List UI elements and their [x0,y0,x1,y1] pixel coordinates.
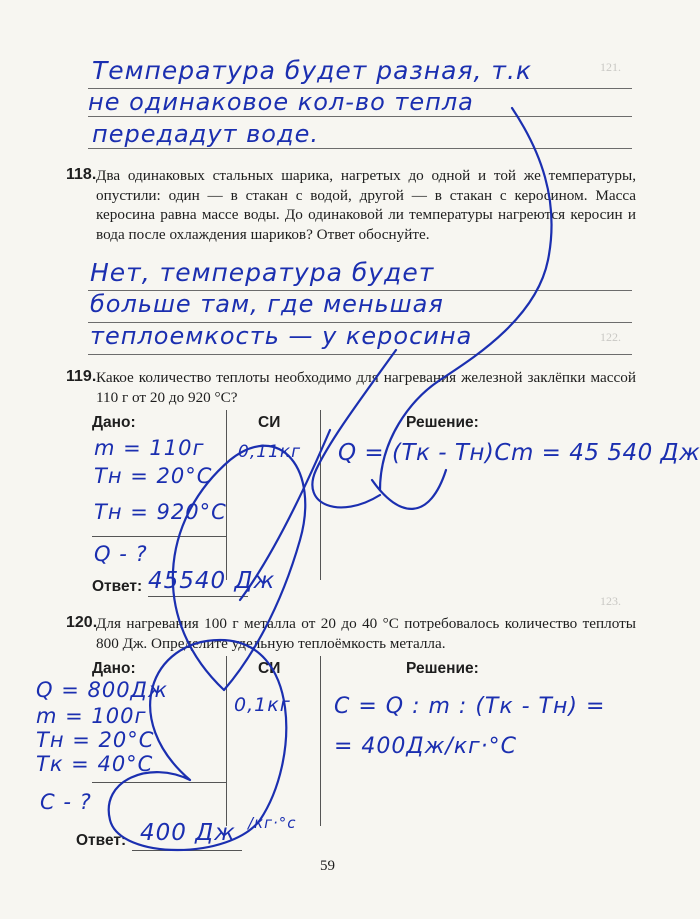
problem-text-120: Для нагревания 100 г металла от 20 до 40 °С потребовалось количество теплоты 800 Дж. Определите удельную теплоёмкость металла. [96,615,636,652]
ruled-line [88,148,632,149]
answer-line-120 [132,850,242,851]
given-120-start-temp: Tн = 20°С [36,728,155,752]
handwritten-answer-118-line-3: теплоемкость — у керосина [90,322,473,350]
solution-120-line-1: C = Q : m : (Tк - Tн) = [334,694,606,719]
given-label-119: Дано: [92,414,136,431]
table-divider [320,410,321,580]
handwritten-answer-117-line-3: передадут воде. [92,120,319,148]
answer-120: 400 Дж [140,820,236,846]
handwritten-answer-118-line-2: больше там, где меньшая [90,290,444,318]
handwritten-answer-118-line-1: Нет, температура будет [90,258,435,287]
problem-text-119: Какое количество теплоты необходимо для нагревания железной заклёпки массой 110 г от 20 до 920 °С? [96,369,636,406]
answer-label-119: Ответ: [92,578,143,595]
solution-120-line-2: = 400Дж/кг·°С [334,734,518,759]
handwritten-answer-117-line-2: не одинаковое кол-во тепла [88,88,474,116]
given-120-mass: m = 100г [36,704,147,728]
problem-number-119: 119. [66,368,97,385]
ruled-line [88,354,632,355]
problem-text-118: Два одинаковых стальных шарика, нагретых до одной и той же температуры, опустили: один — в стакан с водой, другой — в стакан с керосином. Масса керосина равна массе воды. До одинаковой ли температуры нагреются керосин и вода после охлаждения шариков? Ответ обоснуйте. [96,167,636,243]
si-119-mass: 0,11кг [238,442,302,462]
answer-120-unit: /кг·°с [248,814,297,832]
given-label-120: Дано: [92,660,136,677]
solution-119: Q = (Tк - Tн)Cm = 45 540 Дж [338,440,700,466]
grade-stroke [372,470,446,509]
given-119-start-temp: Tн = 20°С [94,464,213,488]
si-label-119: СИ [258,414,281,431]
table-divider [92,536,226,537]
page-number: 59 [320,858,335,874]
answer-label-120: Ответ: [76,832,127,849]
si-120-mass: 0,1кг [234,694,291,716]
answer-line-119 [148,596,248,597]
answer-119: 45540 Дж [148,568,276,594]
show-through: 122. [600,330,621,344]
table-divider [92,782,226,783]
ruled-line [88,116,632,117]
table-divider [226,410,227,580]
handwritten-answer-117-line-1: Температура будет разная, т.к [92,56,532,85]
given-120-unknown: C - ? [40,790,92,814]
given-120-end-temp: Tк = 40°С [36,752,154,776]
solution-label-120: Решение: [406,660,479,677]
given-119-end-temp: Tн = 920°С [94,500,227,524]
solution-label-119: Решение: [406,414,479,431]
si-label-120: СИ [258,660,281,677]
table-divider [320,656,321,826]
given-119-unknown: Q - ? [94,542,148,566]
show-through: 123. [600,594,621,608]
given-119-mass: m = 110г [94,436,205,460]
problem-number-120: 120. [66,614,98,631]
show-through: 121. [600,60,621,74]
given-120-heat: Q = 800Дж [36,678,168,702]
problem-number-118: 118. [66,166,97,183]
table-divider [226,656,227,826]
